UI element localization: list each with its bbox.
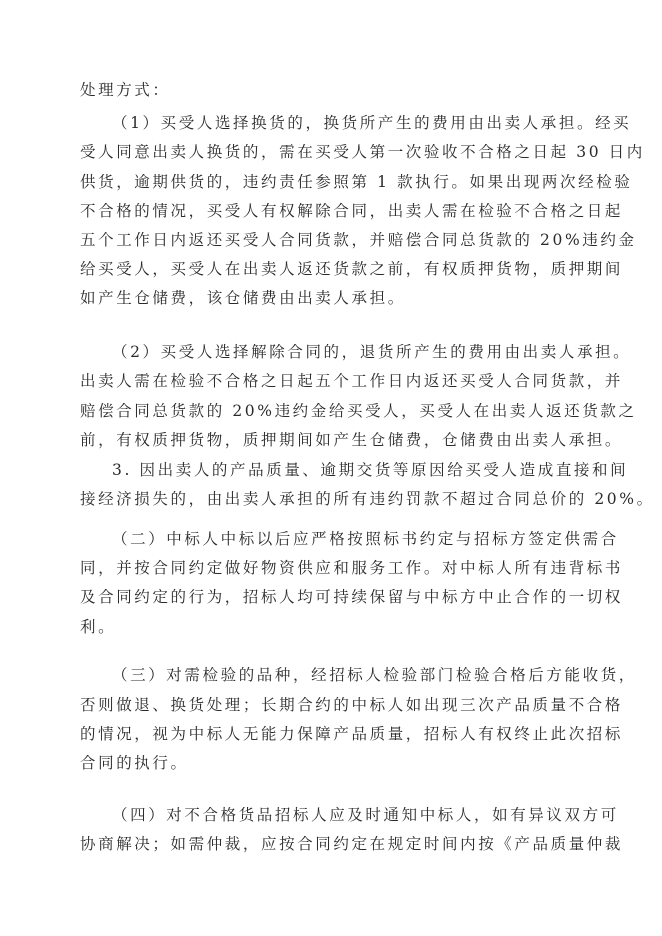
text-line: （二）中标人中标以后应严格按照标书约定与招标方签定供需合: [112, 530, 619, 548]
text-line: 处理方式：: [80, 81, 171, 99]
text-line: （2）买受人选择解除合同的，退货所产生的费用由出卖人承担。: [112, 343, 632, 361]
text-line: 合同的执行。: [80, 754, 189, 772]
text-line: 的情况，视为中标人无能力保障产品质量，招标人有权终止此次招标: [80, 725, 624, 743]
text-line: 前，有权质押货物，质押期间如产生仓储费，仓储费由出卖人承担。: [80, 431, 624, 449]
text-line: （三）对需检验的品种，经招标人检验部门检验合格后方能收货，: [112, 666, 637, 684]
text-line: 否则做退、换货处理；长期合约的中标人如出现三次产品质量不合格: [80, 696, 624, 714]
text-line: （1）买受人选择换货的，换货所产生的费用由出卖人承担。经买: [112, 114, 632, 132]
text-line: 利。: [80, 618, 117, 636]
text-line: 受人同意出卖人换货的，需在买受人第一次验收不合格之日起 30 日内: [80, 143, 645, 161]
text-line: 出卖人需在检验不合格之日起五个工作日内返还买受人合同货款，并: [80, 372, 624, 390]
text-line: 及合同约定的行为，招标人均可持续保留与中标方中止合作的一切权: [80, 588, 624, 606]
text-line: 协商解决；如需仲裁，应按合同约定在规定时间内按《产品质量仲裁: [80, 835, 624, 853]
text-line: 供货，逾期供货的，违约责任参照第 1 款执行。如果出现两次经检验: [80, 173, 633, 191]
text-line: 给买受人，买受人在出卖人返还货款之前，有权质押货物，质押期间: [80, 260, 624, 278]
text-line: 接经济损失的，由出卖人承担的所有违约罚款不超过合同总价的 20%。: [80, 490, 655, 508]
text-line: 不合格的情况，买受人有权解除合同，出卖人需在检验不合格之日起: [80, 202, 624, 220]
text-line: 同，并按合同约定做好物资供应和服务工作。对中标人所有违背标书: [80, 559, 624, 577]
text-line: 3. 因出卖人的产品质量、逾期交货等原因给买受人造成直接和间: [112, 461, 629, 479]
text-line: 五个工作日内返还买受人合同货款，并赔偿合同总货款的 20%违约金: [80, 231, 637, 249]
text-line: （四）对不合格货品招标人应及时通知中标人，如有异议双方可: [112, 806, 619, 824]
text-line: 如产生仓储费，该仓储费由出卖人承担。: [80, 289, 406, 307]
text-line: 赔偿合同总货款的 20%违约金给买受人，买受人在出卖人返还货款之: [80, 402, 637, 420]
